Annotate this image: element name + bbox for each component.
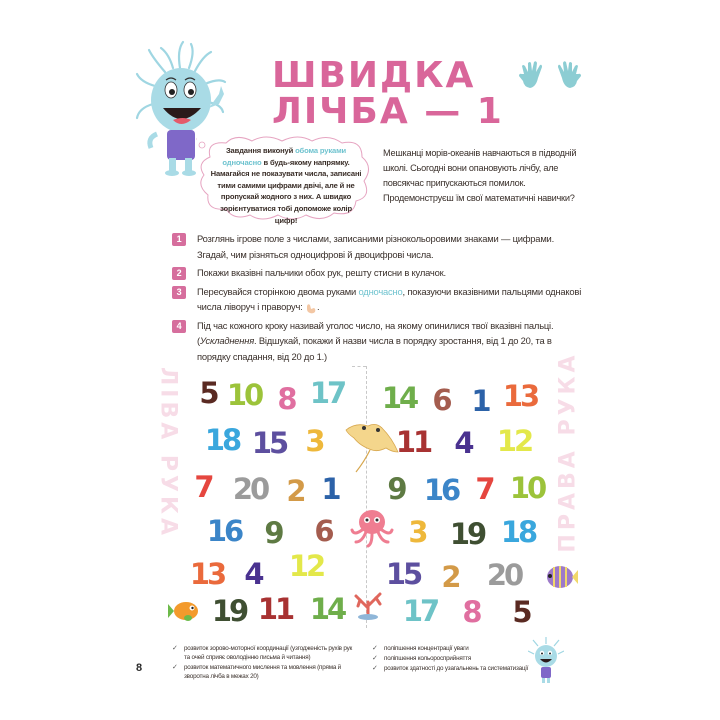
number-20[interactable]: 20 — [486, 558, 522, 592]
step-3 — [172, 284, 587, 315]
step-number-badge: 2 — [172, 267, 186, 280]
number-10[interactable]: 10 — [509, 471, 545, 505]
step-2 — [172, 265, 587, 281]
step-text-2: . Відшукай, покажи й назви числа в порядку зростання, від 1 до 20, та в порядку спадання, від 20 до 1.) — [197, 335, 552, 362]
cloud-highlight: обома руками одночасно — [222, 146, 347, 167]
thought-cloud — [196, 135, 374, 223]
cloud-instructions — [210, 145, 362, 226]
number-9[interactable]: 9 — [264, 516, 282, 550]
cloud-text-part1: Завдання виконуй — [225, 146, 296, 155]
number-11[interactable]: 11 — [257, 592, 293, 626]
number-9[interactable]: 9 — [387, 472, 405, 506]
intro-paragraph: Мешканці морів-океанів навчаються в підводній школі. Сьогодні вони опановують лічбу, але повсякчас припускаються помилок. Продемонструєш їм свої математичні навички? — [383, 148, 577, 203]
skill-item: ✓ розвиток зорово-моторної координації (узгодженість рухів рук та очей сприяє оволодінню письма й читання) — [172, 644, 357, 662]
number-12[interactable]: 12 — [288, 549, 324, 583]
number-5[interactable]: 5 — [512, 595, 530, 629]
number-15[interactable]: 15 — [251, 426, 287, 460]
number-17[interactable]: 17 — [309, 376, 345, 410]
number-7[interactable]: 7 — [194, 470, 212, 504]
number-19[interactable]: 19 — [211, 594, 247, 628]
skill-item: ✓ поліпшення кольоросприйняття — [372, 654, 552, 663]
left-hand-label — [148, 368, 188, 538]
steps-list — [172, 231, 587, 367]
number-1[interactable]: 1 — [471, 384, 489, 418]
right-hand-label-text: ПРАВА РУКА — [555, 351, 581, 553]
pointing-finger-icon — [305, 301, 320, 314]
number-6[interactable]: 6 — [432, 383, 450, 417]
number-4[interactable]: 4 — [454, 426, 472, 460]
number-13[interactable]: 13 — [502, 379, 538, 413]
cloud-text-part2: в будь-якому напрямку. Намагайся не показувати числа, записані тими самими цифрами двічі, але й не пропускай жодного з них. А швидко зорієнтуватися тобі допоможе колір цифр! — [210, 157, 362, 225]
number-17[interactable]: 17 — [402, 594, 438, 628]
number-10[interactable]: 10 — [226, 378, 262, 412]
number-18[interactable]: 18 — [204, 423, 240, 457]
left-hand-label-text: ЛІВА РУКА — [155, 366, 181, 540]
center-dashed-divider — [366, 366, 367, 628]
number-19[interactable]: 19 — [449, 517, 485, 551]
number-3[interactable]: 3 — [408, 515, 426, 549]
orange-fish-icon — [168, 598, 202, 629]
title-line-2: ЛІЧБА — 1 — [272, 91, 504, 132]
number-2[interactable]: 2 — [286, 474, 304, 508]
page-number: 8 — [136, 662, 143, 674]
stingray-icon — [342, 418, 404, 481]
step-text: , показуючи вказівними пальцями однакові числа ліворуч і праворуч: — [197, 285, 582, 312]
number-14[interactable]: 14 — [381, 381, 417, 415]
number-6[interactable]: 6 — [314, 514, 332, 548]
step-4: 4 Під час кожного кроку називай уголос число, на якому опинилися твої вказівні пальці. (Ускладнення. Відшукай, покажи й назви числа в порядку зростання, від 1 до 20, та в порядку спадання, від 20 до 1.) — [172, 318, 587, 365]
step-text: Покажи вказівні пальчики обох рук, решту стисни в кулачок. — [197, 267, 446, 278]
step-text-end: . — [317, 301, 320, 312]
right-hand-label — [548, 352, 588, 552]
number-7[interactable]: 7 — [475, 472, 493, 506]
number-3[interactable]: 3 — [305, 424, 323, 458]
skill-item: ✓ розвиток математичного мислення та мовлення (пряма й зворотна лічба в межах 20) — [172, 663, 357, 681]
mini-mascot-icon — [528, 636, 564, 684]
coral-icon — [352, 592, 384, 625]
number-14[interactable]: 14 — [309, 592, 345, 626]
two-hands-icon — [518, 60, 582, 90]
skills-list-left — [172, 644, 357, 682]
number-11[interactable]: 11 — [395, 425, 431, 459]
number-1[interactable]: 1 — [321, 472, 339, 506]
number-13[interactable]: 13 — [189, 557, 225, 591]
number-2[interactable]: 2 — [441, 560, 459, 594]
step-1 — [172, 231, 587, 262]
number-18[interactable]: 18 — [500, 515, 536, 549]
step-number-badge: 1 — [172, 233, 186, 246]
number-16[interactable]: 16 — [423, 473, 459, 507]
purple-fish-icon — [544, 562, 578, 597]
step-text: Розглянь ігрове поле з числами, записаними різнокольоровими знаками — цифрами. Згадай, чим різняться одноцифрові й двоцифрові числа. — [197, 233, 555, 260]
step-number-badge: 4 — [172, 320, 186, 333]
step-text: Пересувайся сторінкою двома руками — [197, 285, 359, 297]
step-number-badge: 3 — [172, 286, 186, 299]
skill-item: ✓ розвиток здатності до узагальнень та систематизації — [372, 664, 552, 673]
number-15[interactable]: 15 — [385, 557, 421, 591]
divider-top — [352, 366, 366, 367]
number-12[interactable]: 12 — [496, 424, 532, 458]
number-5[interactable]: 5 — [199, 376, 217, 410]
number-4[interactable]: 4 — [244, 557, 262, 591]
title-line-1: ШВИДКА — [272, 55, 476, 96]
number-8[interactable]: 8 — [462, 595, 480, 629]
octopus-icon — [350, 508, 394, 553]
number-20[interactable]: 20 — [232, 472, 268, 506]
number-16[interactable]: 16 — [206, 514, 242, 548]
step-text: Під час кожного кроку називай уголос число, на якому опинилися твої вказівні пальці. — [197, 319, 554, 331]
skill-item: ✓ поліпшення концентрації уваги — [372, 644, 552, 653]
page-title — [272, 55, 504, 132]
skills-list-right — [372, 644, 552, 674]
step-italic: Ускладнення — [199, 335, 255, 346]
step-highlight: одночасно — [358, 285, 403, 297]
number-8[interactable]: 8 — [277, 382, 295, 416]
